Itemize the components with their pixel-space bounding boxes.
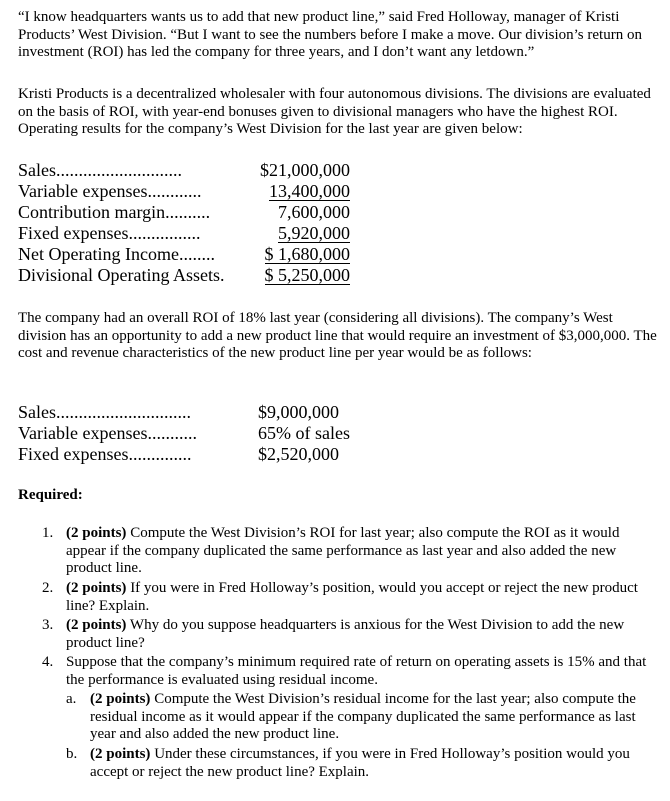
row-value: $9,000,000: [258, 402, 339, 422]
west-row-net-operating-income: [18, 244, 358, 265]
leader-dots: ............................: [56, 160, 182, 180]
west-row-operating-assets: [18, 265, 358, 286]
leader-dots: ..........: [165, 202, 211, 222]
row-label: Divisional Operating Assets.: [18, 265, 225, 285]
question-text: Compute the West Division’s residual income for the last year; also compute the residual income as it would appear if the company duplicated the same performance as last year and also added the new product line.: [90, 691, 636, 742]
row-label: Variable expenses: [18, 181, 148, 201]
question-text: If you were in Fred Holloway’s position, would you accept or reject the new product line? Explain.: [66, 580, 638, 614]
question-1: [42, 525, 660, 578]
question-points: (2 points): [90, 746, 151, 762]
leader-dots: ...........: [147, 423, 197, 443]
row-label: Fixed expenses: [18, 223, 129, 243]
row-value: 7,600,000: [278, 202, 350, 222]
question-number: 2.: [42, 580, 54, 596]
row-value: $2,520,000: [258, 444, 339, 464]
question-points: (2 points): [66, 525, 127, 541]
row-label: Contribution margin: [18, 202, 166, 222]
question-points: (2 points): [66, 617, 127, 633]
leader-dots: ..............: [128, 444, 192, 464]
intro-paragraph: “I know headquarters wants us to add that new product line,” said Fred Holloway, manager of Kristi Products’ West Division. “But I want to see the numbers before I make a move. Our division’s return on investment (ROI) has led the company for three years, and I don’t want any letdown.”: [18, 9, 642, 60]
question-points: (2 points): [90, 691, 151, 707]
new-row-variable-expenses: [18, 423, 358, 444]
question-number: 3.: [42, 617, 54, 633]
question-number: 1.: [42, 525, 54, 541]
row-label: Sales: [18, 402, 56, 422]
question-text: Compute the West Division’s ROI for last year; also compute the ROI as it would appear if the company duplicated the same performance as last year and also added the new product line.: [66, 525, 620, 576]
background-paragraph: Kristi Products is a decentralized wholesaler with four autonomous divisions. The divisions are evaluated on the basis of ROI, with year-end bonuses given to divisional managers who have the highest ROI. Operating results for the company’s West Division for the last year are given below:: [18, 86, 651, 137]
question-4: [42, 654, 660, 689]
row-label: Sales: [18, 160, 56, 180]
opportunity-paragraph: The company had an overall ROI of 18% last year (considering all divisions). The company’s West division has an opportunity to add a new product line that would require an investment of $3,000,000. The cost and revenue characteristics of the new product line per year would be as follows:: [18, 310, 657, 361]
leader-dots: ............: [147, 181, 202, 201]
leader-dots: ..............................: [56, 402, 191, 422]
question-3: [42, 617, 660, 652]
row-label: Net Operating Income: [18, 244, 179, 264]
question-number: a.: [66, 691, 77, 707]
row-value: 5,920,000: [278, 223, 350, 243]
new-row-fixed-expenses: [18, 444, 358, 465]
new-row-sales: [18, 402, 358, 423]
row-value: 65% of sales: [258, 423, 350, 443]
question-number: 4.: [42, 654, 54, 670]
subquestion-a: [66, 691, 660, 744]
row-label: Variable expenses: [18, 423, 148, 443]
leader-dots: ........: [178, 244, 215, 264]
required-heading: Required:: [18, 487, 83, 503]
new-line-table: [18, 402, 358, 465]
west-row-contribution-margin: [18, 202, 358, 223]
row-value: $ 5,250,000: [264, 265, 350, 285]
row-label: Fixed expenses: [18, 444, 129, 464]
west-row-variable-expenses: [18, 181, 358, 202]
west-results-table: [18, 160, 358, 286]
west-row-sales: [18, 160, 358, 181]
row-value: $ 1,680,000: [264, 244, 350, 264]
leader-dots: ................: [128, 223, 201, 243]
subquestion-b: [66, 746, 660, 781]
question-text: Under these circumstances, if you were in Fred Holloway’s position would you accept or reject the new product line? Explain.: [90, 746, 630, 780]
west-row-fixed-expenses: [18, 223, 358, 244]
row-value: 13,400,000: [269, 181, 350, 201]
question-points: (2 points): [66, 580, 127, 596]
question-2: [42, 580, 660, 615]
question-text: Suppose that the company’s minimum required rate of return on operating assets is 15% and that the performance is evaluated using residual income.: [66, 654, 647, 688]
question-text: Why do you suppose headquarters is anxious for the West Division to add the new product line?: [66, 617, 625, 651]
question-number: b.: [66, 746, 78, 762]
row-value: $21,000,000: [260, 160, 350, 180]
